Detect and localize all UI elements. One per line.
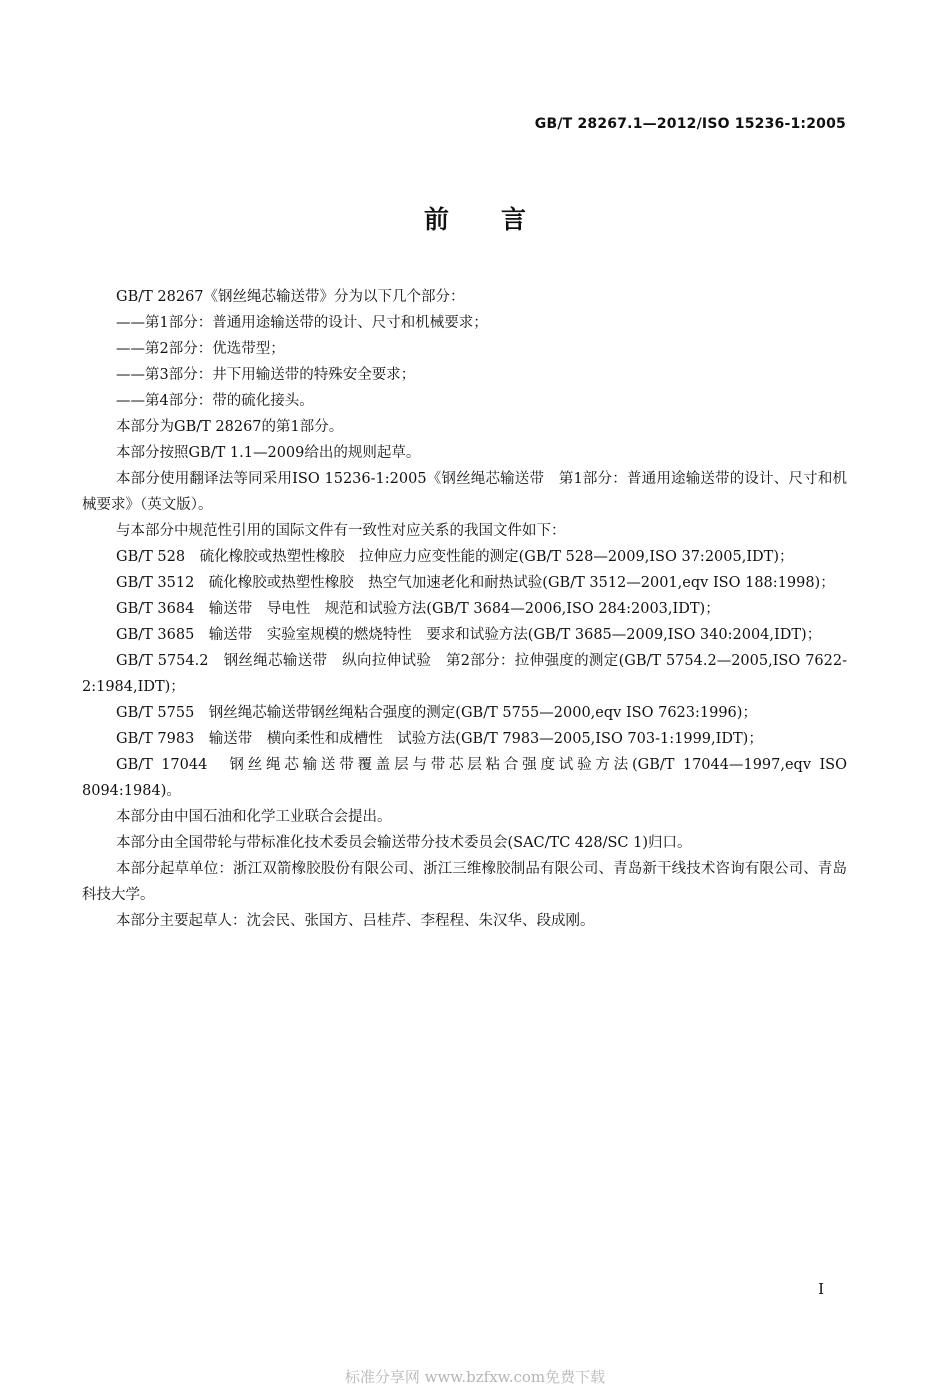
body-text <box>82 284 847 934</box>
list-item-part-3: ——第3部分：井下用输送带的特殊安全要求； <box>116 367 416 383</box>
paragraph-proposed-by: 本部分由中国石油和化学工业联合会提出。 <box>116 809 392 825</box>
paragraph-drafting-rules: 本部分按照GB/T 1.1—2009给出的规则起草。 <box>116 445 421 461</box>
document-code: GB/T 28267.1—2012/ISO 15236-1:2005 <box>534 116 846 132</box>
paragraph-drafting-units: 本部分起草单位：浙江双箭橡胶股份有限公司、浙江三维橡胶制品有限公司、青岛新干线技术咨询有限公司、青岛科技大学。 <box>82 861 847 903</box>
reference-gbt-5754-2: GB/T 5754.2 钢丝绳芯输送带 纵向拉伸试验 第2部分：拉伸强度的测定(GB/T 5754.2—2005,ISO 7622-2:1984,IDT)； <box>82 653 847 695</box>
paragraph-translation: 本部分使用翻译法等同采用ISO 15236-1:2005《钢丝绳芯输送带 第1部分：普通用途输送带的设计、尺寸和机械要求》（英文版）。 <box>82 471 847 513</box>
watermark-text: 标准分享网 www.bzfxw.com免费下载 <box>344 1368 606 1386</box>
page-number: I <box>818 1280 824 1298</box>
paragraph-administered-by: 本部分由全国带轮与带标准化技术委员会输送带分技术委员会(SAC/TC 428/SC 1)归口。 <box>116 835 692 851</box>
paragraph-this-part: 本部分为GB/T 28267的第1部分。 <box>116 419 344 435</box>
list-item-part-1: ——第1部分：普通用途输送带的设计、尺寸和机械要求； <box>116 315 488 331</box>
paragraph-references-intro: 与本部分中规范性引用的国际文件有一致性对应关系的我国文件如下： <box>116 523 566 539</box>
page-title: 前言 <box>423 205 578 234</box>
reference-gbt-3684: GB/T 3684 输送带 导电性 规范和试验方法(GB/T 3684—2006,ISO 284:2003,IDT)； <box>116 601 720 617</box>
reference-gbt-7983: GB/T 7983 输送带 横向柔性和成槽性 试验方法(GB/T 7983—2005,ISO 703-1:1999,IDT)； <box>116 731 763 747</box>
list-item-part-4: ——第4部分：带的硫化接头。 <box>116 393 314 409</box>
reference-gbt-5755: GB/T 5755 钢丝绳芯输送带钢丝绳粘合强度的测定(GB/T 5755—2000,eqv ISO 7623:1996)； <box>116 705 757 721</box>
reference-gbt-528: GB/T 528 硫化橡胶或热塑性橡胶 拉伸应力应变性能的测定(GB/T 528—2009,ISO 37:2005,IDT)； <box>116 549 794 565</box>
list-item-part-2: ——第2部分：优选带型； <box>116 341 285 357</box>
reference-gbt-17044: GB/T 17044 钢丝绳芯输送带覆盖层与带芯层粘合强度试验方法(GB/T 17044—1997,eqv ISO 8094:1984)。 <box>82 757 847 799</box>
paragraph-parts-intro: GB/T 28267《钢丝绳芯输送带》分为以下几个部分： <box>116 289 465 305</box>
paragraph-main-drafters: 本部分主要起草人：沈会民、张国方、吕桂芹、李程程、朱汉华、段成刚。 <box>116 913 595 929</box>
reference-gbt-3685: GB/T 3685 输送带 实验室规模的燃烧特性 要求和试验方法(GB/T 3685—2009,ISO 340:2004,IDT)； <box>116 627 822 643</box>
reference-gbt-3512: GB/T 3512 硫化橡胶或热塑性橡胶 热空气加速老化和耐热试验(GB/T 3512—2001,eqv ISO 188:1998)； <box>116 575 835 591</box>
